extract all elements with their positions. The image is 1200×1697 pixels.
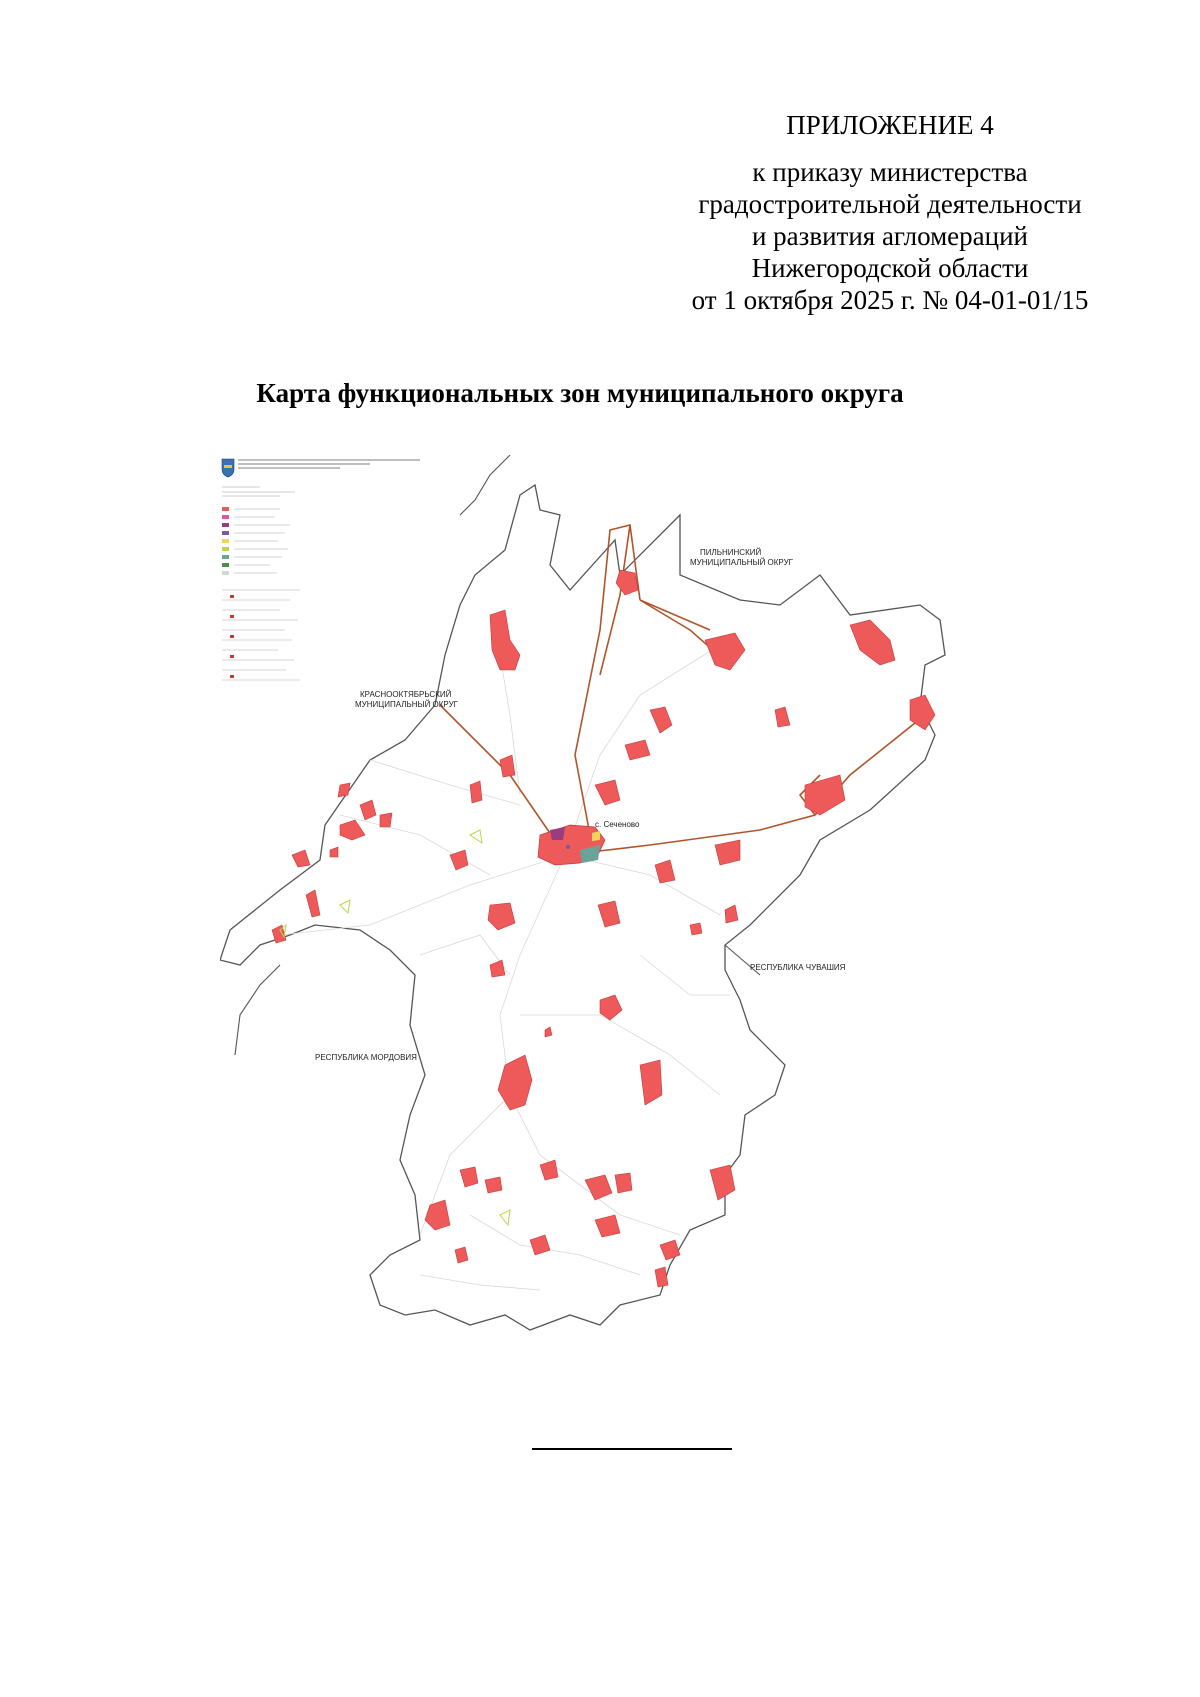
- appendix-block: [660, 108, 1120, 316]
- map-legend: [220, 455, 420, 690]
- label-pilna-line1: ПИЛЬНИНСКИЙ: [700, 548, 762, 557]
- label-chuvashia: РЕСПУБЛИКА ЧУВАШИЯ: [750, 963, 846, 972]
- district-boundary: [220, 485, 945, 1330]
- appendix-line: к приказу министерства: [752, 157, 1028, 187]
- center-label: с. Сеченово: [595, 820, 640, 829]
- coat-of-arms-icon: [222, 459, 234, 477]
- appendix-line: градостроительной деятельности: [698, 189, 1082, 219]
- appendix-line: Нижегородской области: [751, 253, 1029, 283]
- appendix-line: и развития агломераций: [751, 221, 1028, 251]
- document-title: Карта функциональных зон муниципального округа: [256, 378, 904, 408]
- label-krasnooktyabrsky-line2: МУНИЦИПАЛЬНЫЙ ОКРУГ: [355, 700, 458, 709]
- appendix-title: ПРИЛОЖЕНИЕ 4: [786, 110, 994, 140]
- appendix-order-line: от 1 октября 2025 г. № 04-01-01/15: [691, 285, 1089, 315]
- label-pilna-line2: МУНИЦИПАЛЬНЫЙ ОКРУГ: [690, 558, 793, 567]
- functional-zones-map: [220, 455, 1040, 1420]
- label-mordovia: РЕСПУБЛИКА МОРДОВИЯ: [315, 1053, 417, 1062]
- signature-line: [532, 1448, 732, 1450]
- label-krasnooktyabrsky-line1: КРАСНООКТЯБРЬСКИЙ: [360, 690, 452, 699]
